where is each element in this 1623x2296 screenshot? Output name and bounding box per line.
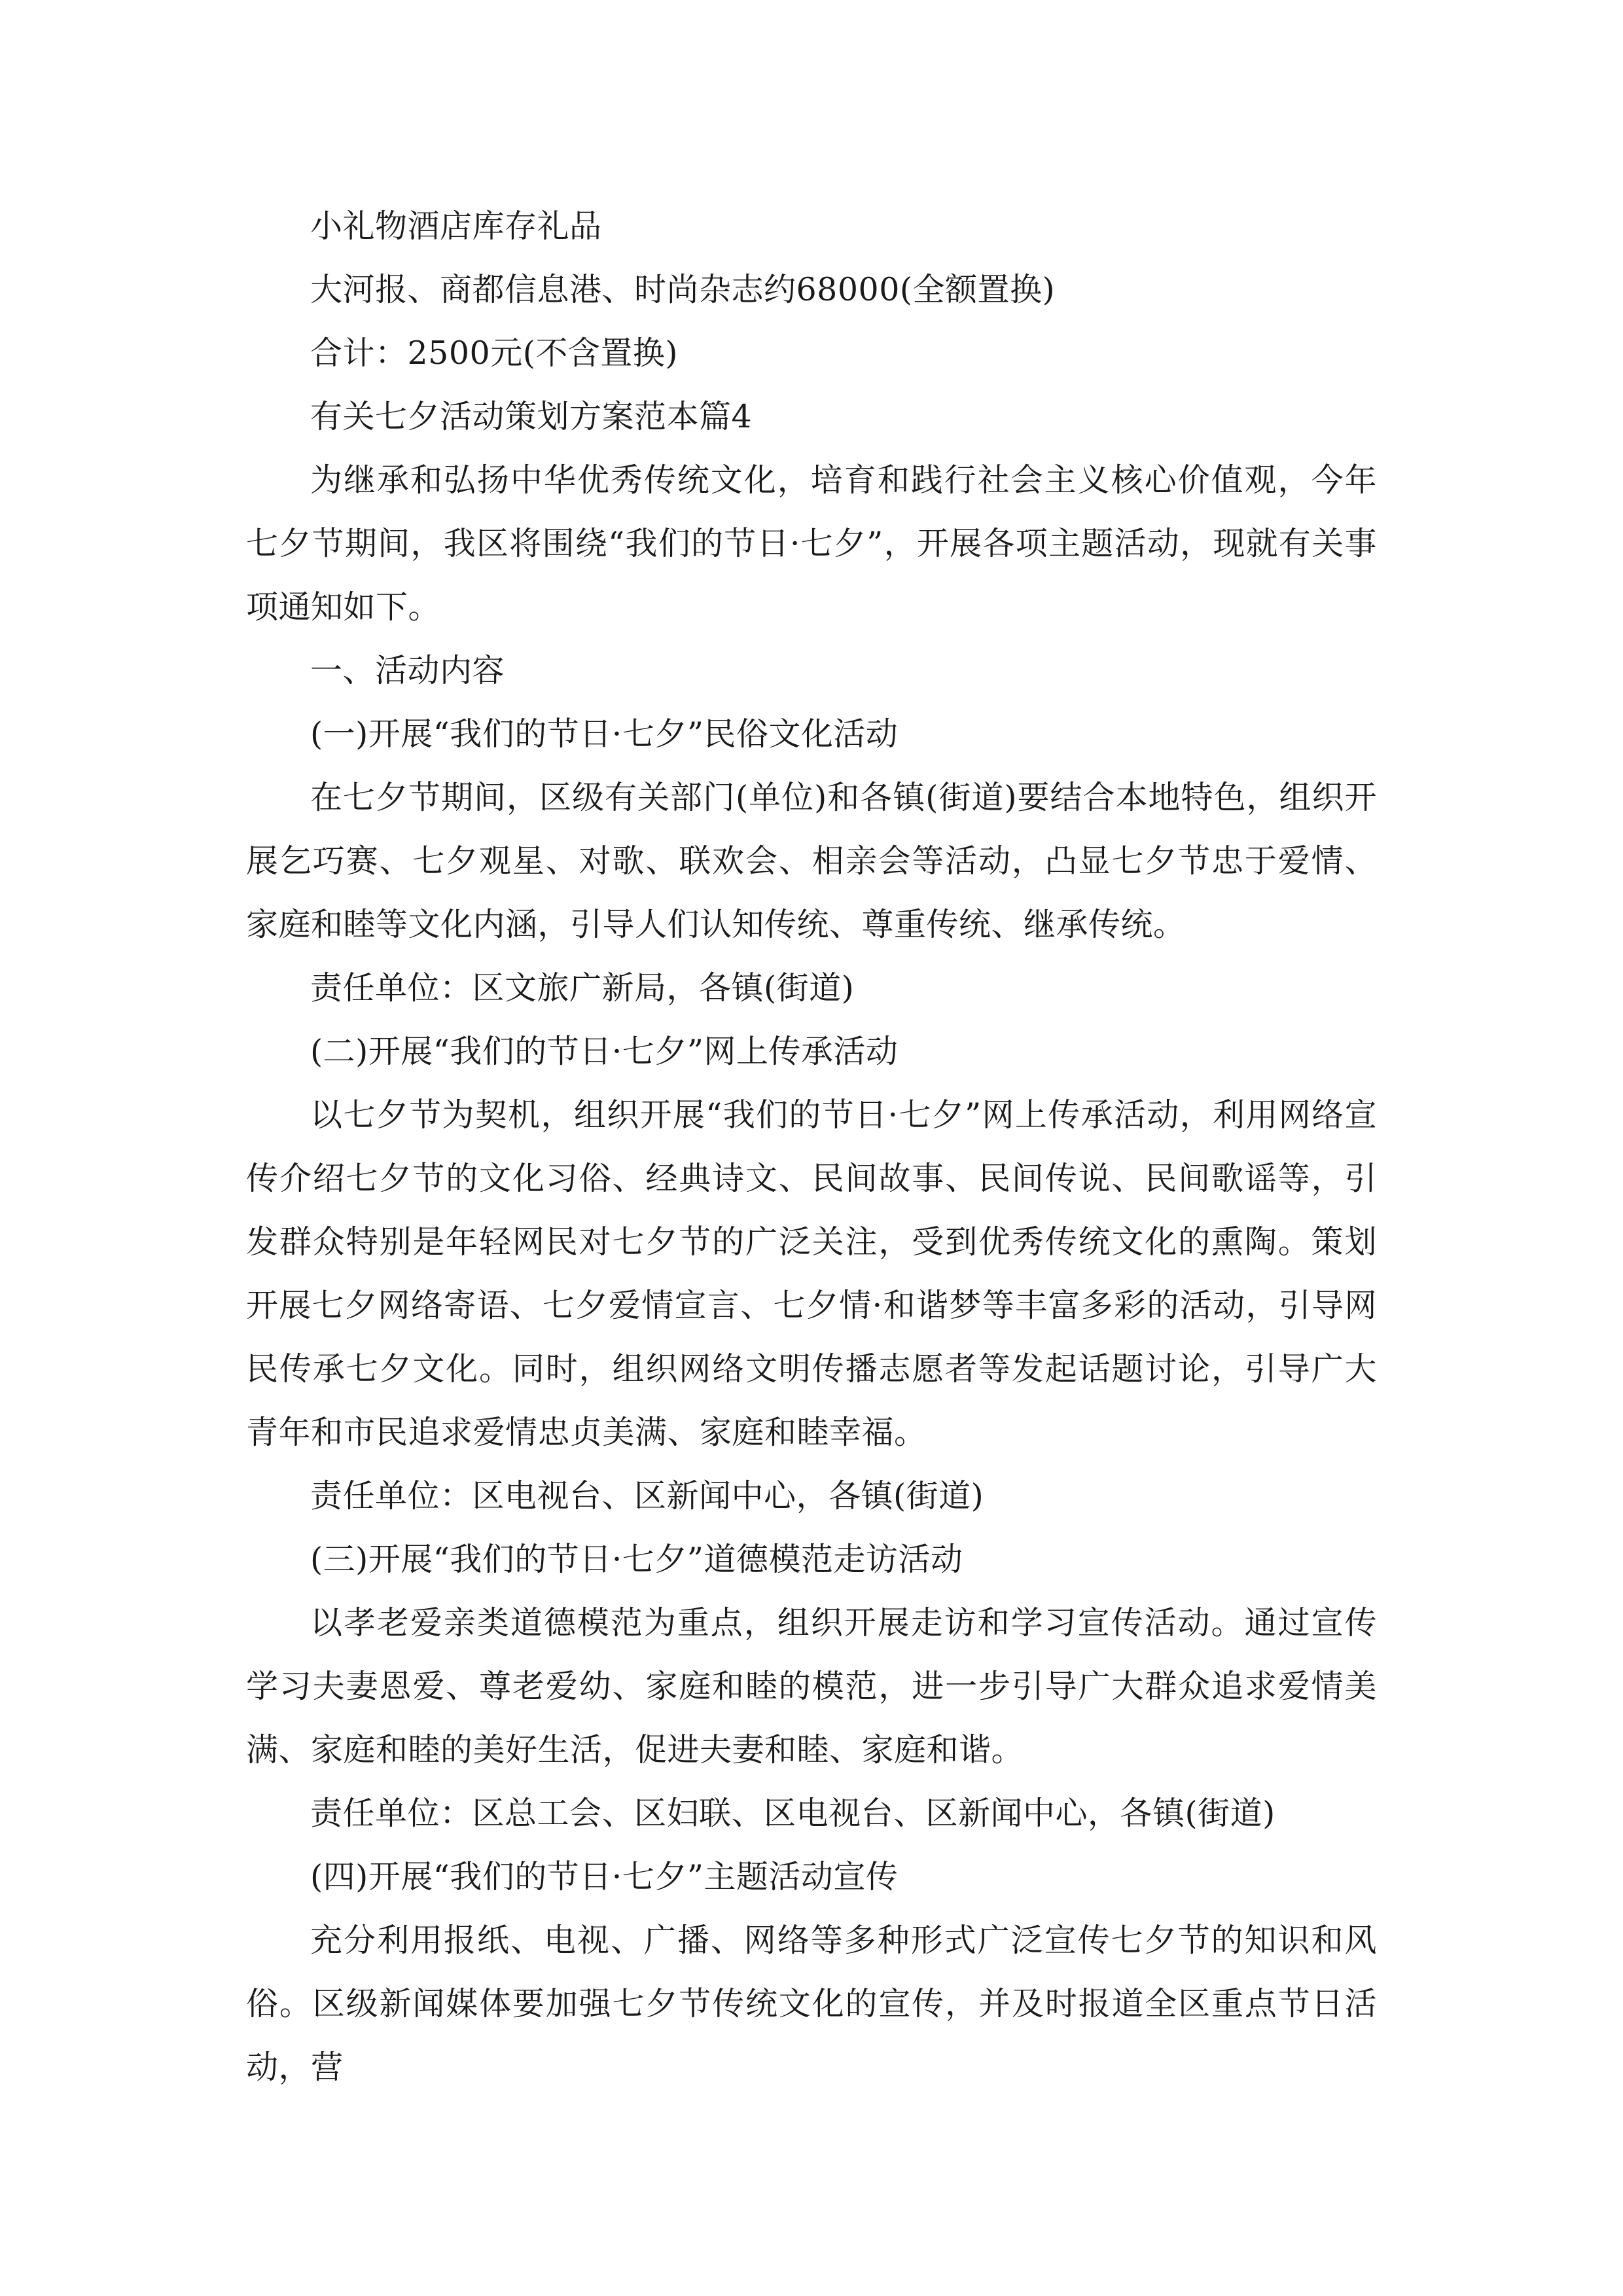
subheading-1: (一)开展“我们的节日·七夕”民俗文化活动 [310, 715, 899, 753]
paragraph-intro: 为继承和弘扬中华优秀传统文化，培育和践行社会主义核心价值观，今年七夕节期间，我区将围绕“我们的节日·七夕”，开展各项主题活动，现就有关事项通知如下。 [246, 461, 1377, 626]
paragraph-folk-culture: 在七夕节期间，区级有关部门(单位)和各镇(街道)要结合本地特色，组织开展乞巧赛、七夕观星、对歌、联欢会、相亲会等活动，凸显七夕节忠于爱情、家庭和睦等文化内涵，引导人们认知传统、尊重传统、继承传统。 [246, 779, 1377, 943]
paragraph-1: 小礼物酒店库存礼品 [310, 207, 602, 245]
paragraph-3: 合计：2500元(不含置换) [310, 334, 678, 372]
section-heading-4: 有关七夕活动策划方案范本篇4 [310, 398, 753, 435]
document-body [246, 194, 1377, 2099]
paragraph-moral-model-visits: 以孝老爱亲类道德模范为重点，组织开展走访和学习宣传活动。通过宣传学习夫妻恩爱、尊老爱幼、家庭和睦的模范，进一步引导广大群众追求爱情美满、家庭和睦的美好生活，促进夫妻和睦、家庭和谐。 [246, 1604, 1377, 1768]
responsible-units-2: 责任单位：区电视台、区新闻中心，各镇(街道) [310, 1477, 984, 1515]
responsible-units-1: 责任单位：区文旅广新局，各镇(街道) [310, 969, 855, 1007]
subheading-4: (四)开展“我们的节日·七夕”主题活动宣传 [310, 1858, 899, 1895]
paragraph-2: 大河报、商都信息港、时尚杂志约68000(全额置换) [310, 271, 1056, 308]
paragraph-publicity: 充分利用报纸、电视、广播、网络等多种形式广泛宣传七夕节的知识和风俗。区级新闻媒体要加强七夕节传统文化的宣传，并及时报道全区重点节日活动，营 [246, 1922, 1377, 2086]
subheading-2: (二)开展“我们的节日·七夕”网上传承活动 [310, 1033, 899, 1070]
section-heading-activity-content: 一、活动内容 [310, 652, 505, 689]
paragraph-online-inheritance: 以七夕节为契机，组织开展“我们的节日·七夕”网上传承活动，利用网络宣传介绍七夕节的文化习俗、经典诗文、民间故事、民间传说、民间歌谣等，引发群众特别是年轻网民对七夕节的广泛关注，受到优秀传统文化的熏陶。策划开展七夕网络寄语、七夕爱情宣言、七夕情·和谐梦等丰富多彩的活动，引导网民传承七夕文化。同时，组织网络文明传播志愿者等发起话题讨论，引导广大青年和市民追求爱情忠贞美满、家庭和睦幸福。 [246, 1096, 1377, 1451]
subheading-3: (三)开展“我们的节日·七夕”道德模范走访活动 [310, 1541, 963, 1578]
responsible-units-3: 责任单位：区总工会、区妇联、区电视台、区新闻中心，各镇(街道) [310, 1795, 1275, 1832]
